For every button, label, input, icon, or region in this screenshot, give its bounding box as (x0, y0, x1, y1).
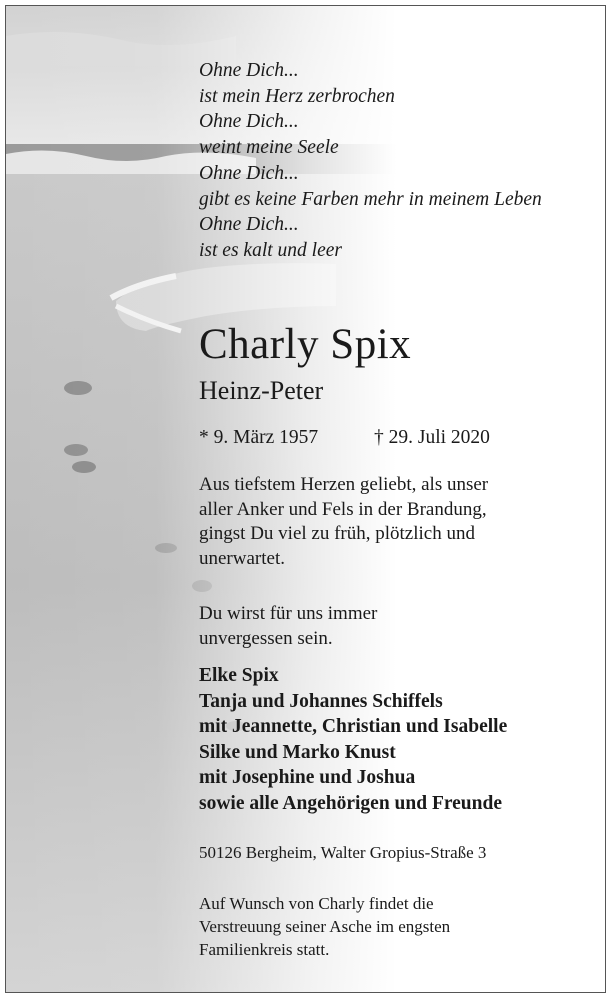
poem-line: ist es kalt und leer (199, 239, 342, 261)
note-line: Familienkreis statt. (199, 940, 330, 959)
mourner: mit Jeannette, Christian und Isabelle (199, 716, 508, 737)
address: 50126 Bergheim, Walter Gropius-Straße 3 (199, 843, 487, 862)
mourners-list (199, 663, 507, 816)
message-line: unerwartet. (199, 547, 285, 569)
poem-line: Ohne Dich... (199, 162, 299, 184)
poem-line: ist mein Herz zerbrochen (199, 85, 395, 107)
note-line: Verstreuung seiner Asche im engsten (199, 917, 451, 936)
deceased-name: Charly Spix (199, 321, 412, 368)
poem-line: Ohne Dich... (199, 214, 299, 236)
funeral-note (199, 892, 450, 961)
message (199, 473, 488, 571)
death-date: † 29. Juli 2020 (374, 427, 490, 448)
note-line: Auf Wunsch von Charly findet die (199, 894, 434, 913)
message-line: gingst Du viel zu früh, plötzlich und (199, 523, 475, 544)
mourner: mit Josephine und Joshua (199, 767, 416, 788)
deceased-given-name: Heinz-Peter (199, 376, 324, 405)
message-line: Aus tiefstem Herzen geliebt, als unser (199, 474, 489, 495)
poem-line: Ohne Dich... (199, 111, 299, 133)
poem-line: Ohne Dich... (199, 60, 299, 81)
mourner: Tanja und Johannes Schiffels (199, 690, 443, 712)
mourner: sowie alle Angehörigen und Freunde (199, 792, 503, 814)
message-unforgotten (199, 602, 377, 651)
poem-line: weint meine Seele (199, 137, 339, 159)
message-line: unvergessen sein. (199, 627, 333, 649)
poem-line: gibt es keine Farben mehr in meinem Leben (199, 188, 542, 210)
poem (199, 58, 542, 264)
mourner: Elke Spix (199, 665, 279, 686)
message-line: aller Anker und Fels in der Brandung, (199, 498, 487, 520)
birth-date: * 9. März 1957 (199, 427, 319, 448)
mourner: Silke und Marko Knust (199, 741, 396, 763)
obituary-card (5, 5, 606, 993)
message-line: Du wirst für uns immer (199, 603, 378, 624)
